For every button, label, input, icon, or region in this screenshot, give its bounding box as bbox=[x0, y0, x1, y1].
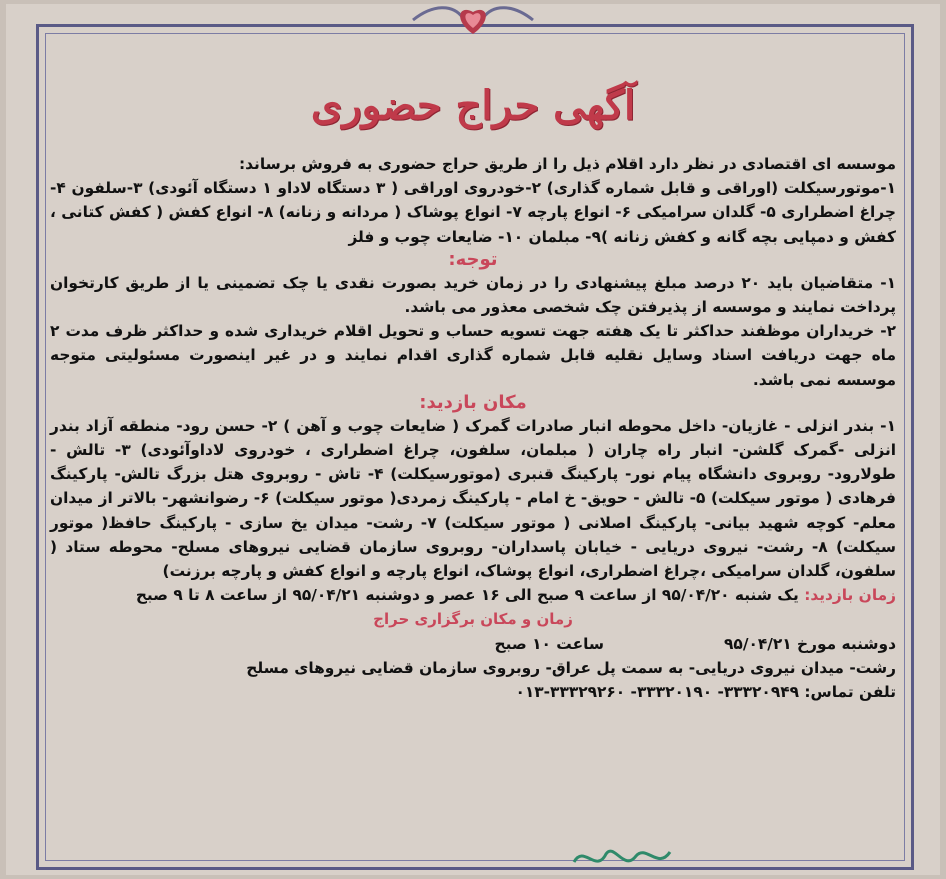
visit-places-list: ۱- بندر انزلی - غازیان- داخل محوطه انبار صادرات گمرک ( ضایعات چوب و آهن ) ۲- حسن رود- منطقه آزاد بندر انزلی -گمرک گلشن- انبار راه چاران ( مبلمان، سلفون، چراغ اضطراری ، خودروی لاداوآئودی) ۳- تالش - طولارود- روبروی دانشگاه پیام نور- پارکینگ قنبری (موتورسیکلت) ۴- تاش - روبروی هتل بزرگ تالش- پارکینگ فرهادی ( موتور سیکلت) ۵- تالش - حویق- خ امام - پارکینگ زمردی( موتور سیکلت) ۶- رضوانشهر- بالاتر از میدان معلم- کوچه شهید بیانی- پارکینگ اصلانی ( موتور سیکلت) ۷- رشت- میدان یخ سازی - پارکینگ حافظ( موتور سیکلت) ۸- رشت- نیروی دریایی - خیابان پاسداران- روبروی سازمان قضایی نیروهای مسلح- محوطه ستاد ( سلفون، گلدان سرامیکی ،چراغ اضطراری، انواع پوشاک، انواع پارچه و انواع کفش و پارچه برزنت) bbox=[50, 416, 896, 581]
visit-time-value: یک شنبه ۹۵/۰۴/۲۰ از ساعت ۹ صبح الی ۱۶ عصر و دوشنبه ۹۵/۰۴/۲۱ از ساعت ۸ تا ۹ صبح bbox=[135, 586, 799, 605]
auction-heading: زمان و مکان برگزاری حراج bbox=[373, 610, 573, 629]
heart-ornament-icon bbox=[403, 0, 543, 38]
auction-hour: ساعت ۱۰ صبح bbox=[494, 634, 605, 653]
visit-place-heading: مکان بازدید: bbox=[419, 391, 527, 413]
visit-time-line bbox=[50, 583, 896, 607]
contact-phone: تلفن تماس: ۳۳۳۲۰۹۴۹- ۳۳۳۲۰۱۹۰- ۳۳۳۲۹۲۶۰-۰۱۳ bbox=[515, 683, 896, 702]
auction-date: دوشنبه مورخ ۹۵/۰۴/۲۱ bbox=[724, 634, 896, 653]
notice-item-1: ۱- متقاضیان باید ۲۰ درصد مبلغ پیشنهادی را در زمان خرید بصورت نقدی یا چک تضمینی یا از طریق کارتخوان پرداخت نمایند و موسسه از پذیرفتن چک شخصی معذور می باشد. bbox=[50, 273, 896, 317]
visit-time-label: زمان بازدید: bbox=[804, 586, 896, 605]
ad-body bbox=[50, 152, 896, 704]
ad-title: آگهی حراج حضوری bbox=[310, 82, 636, 129]
auction-date-line bbox=[50, 632, 896, 656]
handwritten-mark-icon bbox=[566, 840, 676, 876]
auction-place: رشت- میدان نیروی دریایی- به سمت پل عراق- روبروی سازمان قضایی نیروهای مسلح bbox=[246, 658, 896, 677]
items-list: ۱-موتورسیکلت (اوراقی و قابل شماره گذاری) ۲-خودروی اوراقی ( ۳ دستگاه لاداو ۱ دستگاه آئودی) ۳-سلفون ۴- چراغ اضطراری ۵- گلدان سرامیکی ۶- انواع پارچه ۷- انواع پوشاک ( مردانه و زنانه) ۸- انواع کفش ( کفش کتانی ، کفش و دمپایی بچه گانه و کفش زنانه )۹- مبلمان ۱۰- ضایعات چوب و فلز bbox=[50, 179, 897, 246]
intro-text: موسسه ای اقتصادی در نظر دارد اقلام ذیل را از طریق حراج حضوری به فروش برساند: bbox=[239, 155, 896, 173]
notice-heading: توجه: bbox=[448, 248, 498, 270]
notice-item-2: ۲- خریداران موظفند حداکثر تا یک هفته جهت تسویه حساب و تحویل اقلام خریداری شده و حداکثر ظرف مدت ۲ ماه جهت دریافت اسناد وسایل نقلیه قابل شماره گذاری اقدام نمایند و در غیر اینصورت مسئولیتی متوجه موسسه نمی باشد. bbox=[50, 322, 896, 389]
newspaper-page bbox=[6, 4, 940, 875]
